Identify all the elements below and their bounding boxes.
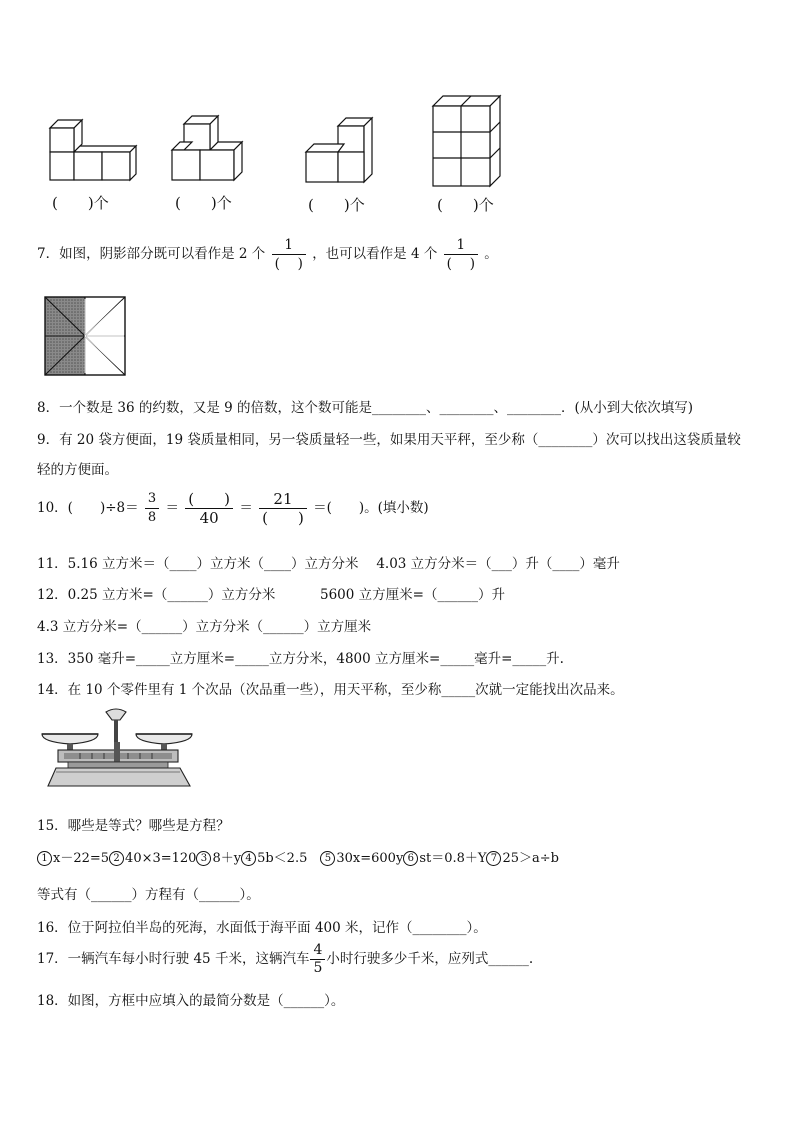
cube-label-4: ( )个 (437, 196, 494, 214)
q7-text-a: 7．如图，阴影部分既可以看作是 2 个 (37, 246, 266, 262)
q15-item-number: 3 (196, 851, 211, 866)
q15-item-number: 6 (403, 851, 418, 866)
q10-f1-num: 3 (147, 491, 157, 506)
q15-item-number: 1 (37, 851, 52, 866)
question-9-line-1: 9．有 20 袋方便面，19 袋质量相同，另一袋质量轻一些，如果用天平秤，至少称（________）次可以找出这袋质量较 (37, 432, 741, 448)
question-12-c: 4.3 立方分米=（______）立方分米（______）立方厘米 (37, 619, 372, 635)
question-7 (37, 236, 498, 273)
q15-item (320, 851, 403, 866)
q15-item (241, 851, 320, 866)
q10-fraction-1 (145, 490, 159, 527)
q7-fraction-2 (444, 236, 478, 273)
question-12-b: 5600 立方厘米=（______）升 (320, 587, 505, 603)
q15-item-text: x－22=5 (53, 851, 110, 866)
question-9-line-2: 轻的方便面。 (37, 462, 118, 478)
q10-f3-num: 21 (273, 490, 293, 508)
q10-eq-1: ＝ (165, 500, 179, 516)
q17-text-a: 17．一辆汽车每小时行驶 45 千米，这辆汽车 (37, 951, 310, 967)
q17-fraction (310, 942, 325, 977)
q17-frac-den: 5 (313, 960, 323, 976)
cube-label-3: ( )个 (308, 196, 365, 214)
q15-item-text: 25＞a÷b (502, 851, 559, 866)
balance-scale-figure (40, 706, 200, 790)
cube-figure-1 (46, 118, 138, 186)
q17-text-b: 小时行驶多少千米，应列式______. (326, 951, 534, 967)
q10-eq-2: ＝ (239, 500, 253, 516)
q7-text-c: 。 (484, 246, 498, 262)
q7-text-b: ，也可以看作是 4 个 (312, 246, 438, 262)
question-15-answer: 等式有（______）方程有（______）。 (37, 887, 260, 903)
question-17 (37, 942, 533, 977)
question-18: 18．如图，方框中应填入的最简分数是（______）。 (37, 993, 345, 1009)
q15-item-text: 40×3=120 (125, 851, 197, 866)
question-12-a: 12．0.25 立方米=（______）立方分米 (37, 587, 276, 603)
q10-fraction-3 (259, 490, 307, 527)
q10-f2-den: 40 (199, 509, 219, 527)
q15-item (196, 851, 241, 866)
q15-item-number: 2 (109, 851, 124, 866)
q15-item-text: 8＋y (212, 851, 242, 866)
q7-frac2-num: 1 (456, 237, 466, 253)
q10-text-b: ＝( )。(填小数) (313, 500, 429, 516)
q15-item-text: 30x=600y (336, 851, 404, 866)
cube-label-2: ( )个 (175, 194, 232, 212)
cube-label-1: ( )个 (52, 194, 109, 212)
q7-frac2-den: ( ) (446, 256, 475, 272)
q7-frac1-den: ( ) (274, 256, 303, 272)
question-13: 13．350 毫升=_____立方厘米=_____立方分米，4800 立方厘米=_____毫升=_____升. (37, 651, 564, 667)
q15-item-number: 7 (486, 851, 501, 866)
q15-item-text: st＝0.8＋Y (419, 851, 487, 866)
q15-item (37, 851, 109, 866)
q10-f2-num: ( ) (188, 490, 231, 508)
cube-figure-3 (302, 116, 378, 186)
q15-item (486, 851, 559, 866)
question-15-items (37, 847, 559, 866)
q17-frac-num: 4 (313, 942, 323, 958)
cube-figure-2 (170, 114, 248, 186)
question-14: 14．在 10 个零件里有 1 个次品（次品重一些），用天平称，至少称_____次就一定能找出次品来。 (37, 682, 624, 698)
question-15-title: 15．哪些是等式？哪些是方程？ (37, 818, 230, 834)
shaded-square-figure (44, 296, 126, 376)
cube-figure-4 (430, 92, 506, 188)
question-11: 11．5.16 立方米＝（____）立方米（____）立方分米 4.03 立方分米＝（___）升（____）毫升 (37, 556, 620, 572)
q10-f1-den: 8 (147, 510, 157, 525)
question-8: 8．一个数是 36 的约数，又是 9 的倍数，这个数可能是________、________、________．(从小到大依次填写) (37, 400, 694, 416)
question-16: 16．位于阿拉伯半岛的死海，水面低于海平面 400 米，记作（________）。 (37, 920, 487, 936)
q7-frac1-num: 1 (284, 237, 294, 253)
q10-fraction-2 (185, 490, 233, 527)
q15-item-number: 5 (320, 851, 335, 866)
q10-text-a: 10．( )÷8＝ (37, 500, 139, 516)
q15-item-number: 4 (241, 851, 256, 866)
q15-item-text: 5b＜2.5 (257, 851, 321, 866)
q15-item (403, 851, 486, 866)
q15-item (109, 851, 196, 866)
q7-fraction-1 (272, 236, 306, 273)
question-10 (37, 490, 429, 527)
q10-f3-den: ( ) (262, 509, 304, 527)
